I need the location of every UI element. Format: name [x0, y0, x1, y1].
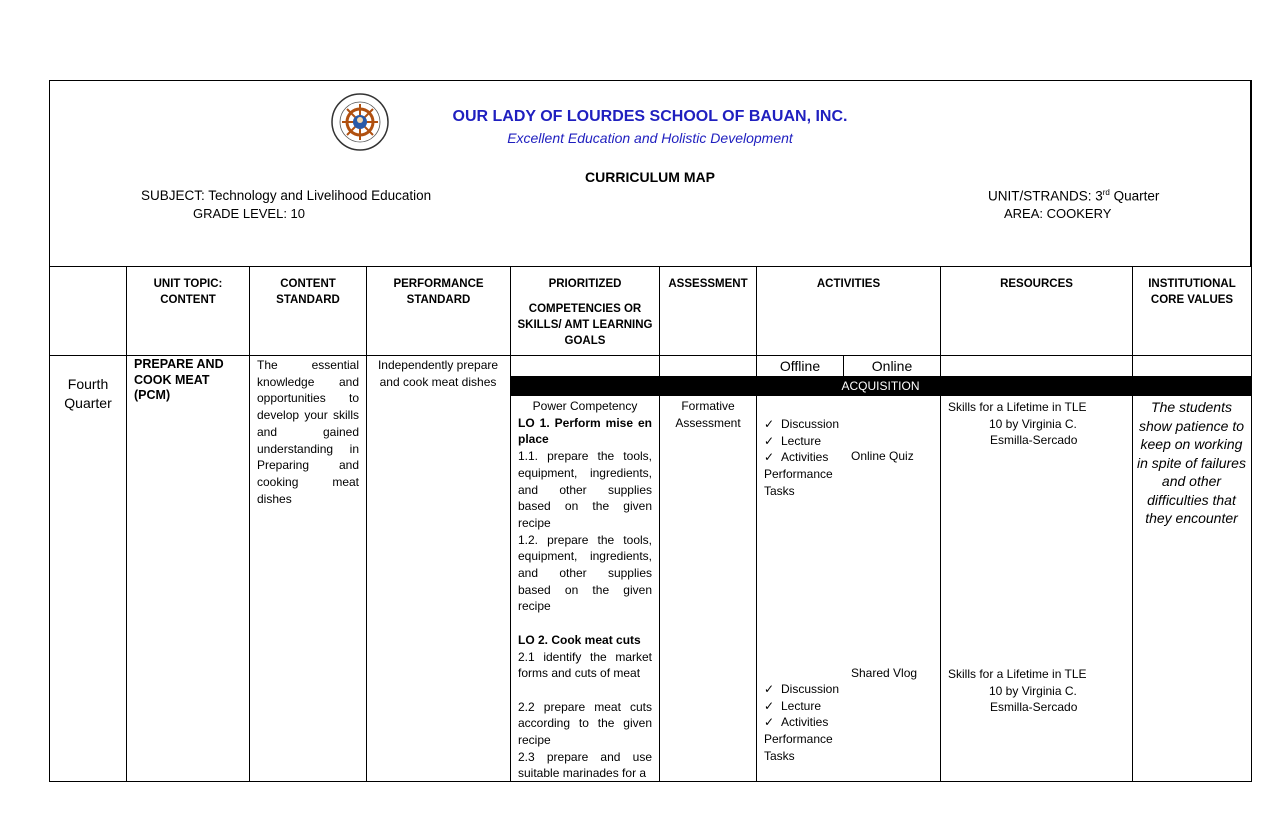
competencies-cell [518, 398, 652, 782]
school-motto: Excellent Education and Holistic Development [507, 130, 793, 146]
school-name: OUR LADY OF LOURDES SCHOOL OF BAUAN, INC. [452, 108, 848, 125]
page-title: CURRICULUM MAP [585, 169, 715, 185]
quarter-label: Fourth Quarter [64, 376, 112, 411]
offline-activities-1 [764, 416, 840, 500]
lo2-title: LO 2. Cook meat cuts [518, 632, 641, 647]
resource-2-line-2: 10 by Virginia C. [989, 683, 1077, 698]
unit-prefix: UNIT/STRANDS: 3 [988, 188, 1103, 204]
unit-strands-label [988, 188, 1159, 204]
resource-2-line-3: Esmilla-Sercado [990, 700, 1078, 715]
performance-tasks-2: Performance Tasks [764, 732, 833, 763]
grade-level-label: GRADE LEVEL: 10 [193, 206, 305, 221]
col-header-prioritized: PRIORITIZED [548, 278, 622, 290]
lo1-item-2: 1.2. prepare the tools, equipment, ingredients, and other supplies based on the given recipe [518, 532, 652, 614]
unit-suffix: Quarter [1109, 188, 1160, 204]
lo1-title: LO 1. Perform mise en place [518, 415, 652, 447]
acquisition-band: ACQUISITION [510, 376, 1251, 396]
core-value-text: The students show patience to keep on working in spite of failures and other difficulties that they encounter [1137, 399, 1246, 526]
checkmark-list-item: ✓ Discussion [764, 416, 824, 433]
col-header-resources: RESOURCES [1000, 278, 1073, 290]
resource-2-line-1: Skills for a Lifetime in TLE [948, 667, 1087, 681]
performance-tasks-1: Performance Tasks [764, 467, 833, 498]
unit-superscript: rd [1102, 188, 1110, 197]
offline-activities-2 [764, 681, 840, 765]
content-standard-text: The essential knowledge and opportunities to develop your skills and gained understanding in Preparing and cooking meat dishes [257, 358, 359, 506]
lo2-item-3: 2.3 prepare and use suitable marinades for a [518, 749, 652, 781]
col-header-assessment: ASSESSMENT [668, 278, 748, 290]
lo2-item-2: 2.2 prepare meat cuts according to the given recipe [518, 699, 652, 748]
online-activity-2: Shared Vlog [851, 666, 918, 680]
power-competency-label: Power Competency [532, 399, 638, 413]
checkmark-list-item: ✓ Discussion [764, 681, 824, 698]
resource-1-line-1: Skills for a Lifetime in TLE [948, 400, 1087, 414]
offline-subheader: Offline [779, 358, 821, 374]
performance-standard-text: Independently prepare and cook meat dishes [377, 358, 499, 389]
area-label: AREA: COOKERY [1004, 206, 1112, 221]
resource-1-line-3: Esmilla-Sercado [990, 433, 1078, 448]
resource-2 [948, 666, 1130, 716]
lo2-item-1: 2.1 identify the market forms and cuts of meat [518, 649, 652, 681]
col-header-content-standard: CONTENT STANDARD [276, 278, 340, 306]
checkmark-list-item: ✓ Lecture [764, 433, 824, 450]
col-header-activities: ACTIVITIES [816, 278, 881, 290]
assessment-text: Formative Assessment [675, 399, 741, 430]
checkmark-list-item: ✓ Activities [764, 449, 824, 466]
subject-label: SUBJECT: Technology and Livelihood Education [141, 188, 432, 203]
col-header-core-values: INSTITUTIONAL CORE VALUES [1148, 278, 1236, 306]
checkmark-list-item: ✓ Lecture [764, 698, 824, 715]
col-header-competencies: COMPETENCIES OR SKILLS/ AMT LEARNING GOALS [517, 303, 653, 347]
online-activity-1: Online Quiz [851, 449, 914, 463]
lo1-item-1: 1.1. prepare the tools, equipment, ingredients, and other supplies based on the given recipe [518, 449, 652, 530]
unit-topic-text: PREPARE AND COOK MEAT (PCM) [134, 357, 224, 402]
checkmark-list-item: ✓ Activities [764, 714, 824, 731]
col-header-unit-topic: UNIT TOPIC: CONTENT [153, 278, 223, 306]
col-header-performance-standard: PERFORMANCE STANDARD [393, 278, 484, 306]
resource-1 [948, 399, 1130, 449]
resource-1-line-2: 10 by Virginia C. [989, 416, 1077, 431]
online-subheader: Online [871, 358, 913, 374]
